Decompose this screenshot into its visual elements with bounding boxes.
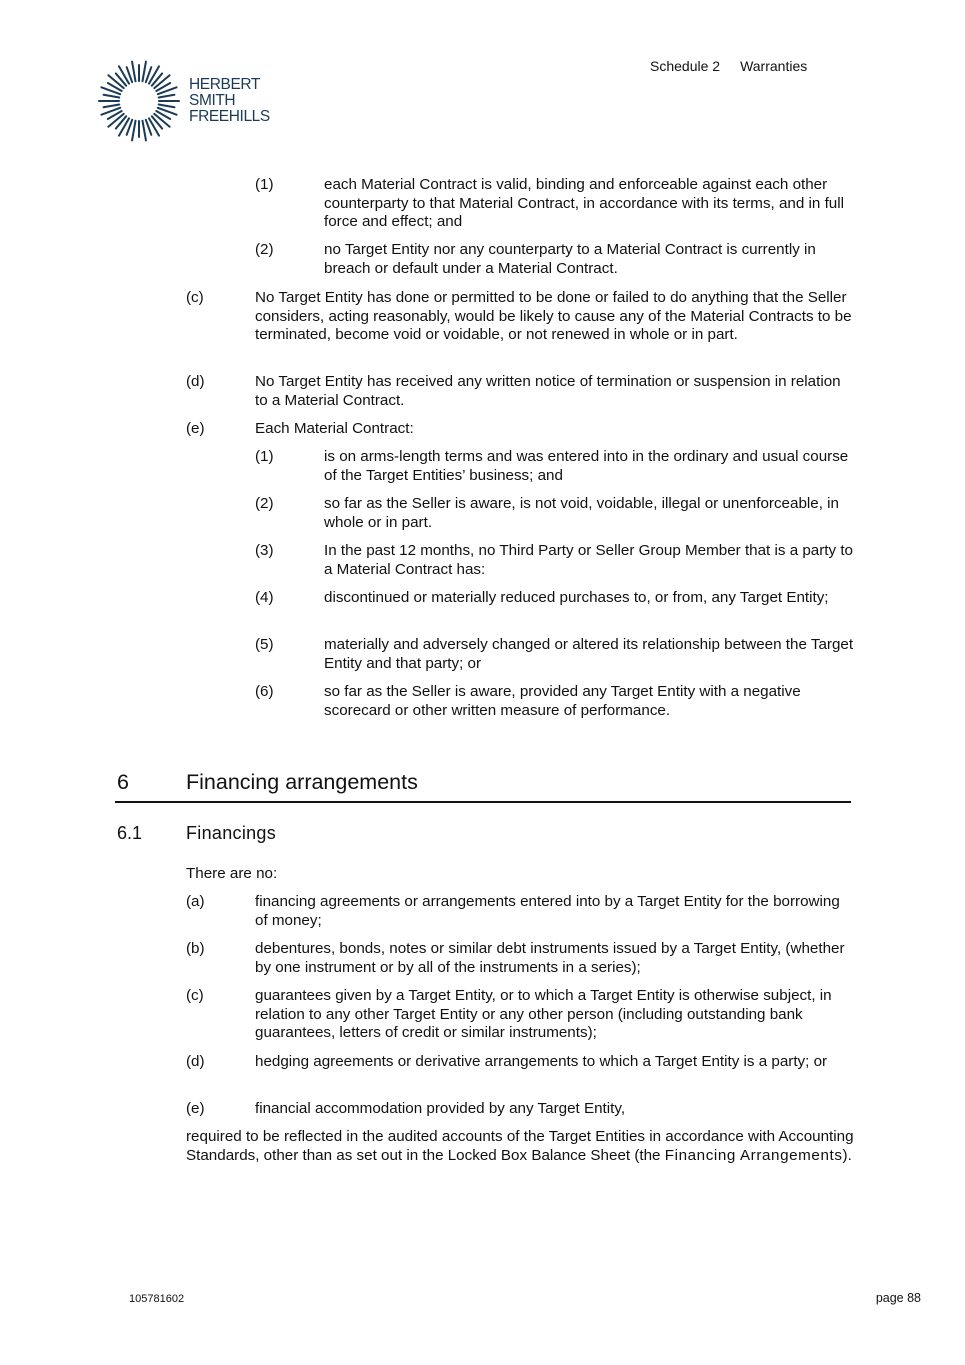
financing-item-number: (a) [186, 893, 205, 910]
financing-item-number: (b) [186, 940, 205, 957]
financing-item-text: financing agreements or arrangements entered into by a Target Entity for the borrowing of money; [255, 893, 840, 929]
clause-text: No Target Entity has done or permitted to be done or failed to do anything that the Seller considers, acting reasonably, would be likely to cause any of the Material Contracts to be terminated, become void or voidable, or not renewed in whole or in part. [255, 289, 852, 344]
logo-ray [159, 95, 175, 98]
financing-item-text: hedging agreements or derivative arrangements to which a Target Entity is a party; or [255, 1053, 828, 1070]
running-header [650, 58, 807, 74]
clause-text: Each Material Contract: [255, 420, 414, 437]
header-title: Warranties [740, 58, 808, 74]
logo-ray [108, 75, 123, 88]
clause-number: (6) [255, 683, 274, 700]
logo-ray [108, 114, 123, 127]
financing-item-text: financial accommodation provided by any Target Entity, [255, 1100, 626, 1117]
closing-paragraph [186, 1128, 854, 1165]
clause-number: (e) [186, 420, 205, 437]
logo-ray [132, 121, 135, 141]
subsection-title: Financings [186, 823, 277, 843]
closing-text: required to be reflected in the audited accounts of the Target Entities in accordance with Accounting Standards, other than as set out in the Locked Box Balance Sheet (the [186, 1128, 854, 1164]
closing-text-end: ). [842, 1146, 852, 1164]
clause-text: No Target Entity has received any written notice of termination or suspension in relation to a Material Contract. [255, 373, 841, 409]
clause-text: In the past 12 months, no Third Party or Seller Group Member that is a party to a Material Contract has: [324, 542, 854, 578]
page-number: page 88 [875, 1291, 921, 1305]
clause-number: (4) [255, 589, 274, 606]
clause-number: (3) [255, 542, 274, 559]
financing-item-number: (e) [186, 1100, 205, 1117]
clause-number: (5) [255, 636, 274, 653]
section-title: Financing arrangements [186, 770, 418, 794]
clause-number: (c) [186, 289, 204, 306]
header-schedule: Schedule 2 [650, 58, 721, 74]
logo-ray [104, 104, 120, 107]
section-heading [115, 768, 851, 803]
subsection-number: 6.1 [117, 823, 143, 843]
logo-ray [154, 114, 169, 127]
clause-number: (d) [186, 373, 205, 390]
clause-text: so far as the Seller is aware, is not void, voidable, illegal or unenforceable, in whole or in part. [324, 495, 839, 531]
clause-text: discontinued or materially reduced purchases to, or from, any Target Entity; [324, 589, 829, 606]
clause-number: (2) [255, 495, 274, 512]
clause-number: (2) [255, 241, 274, 258]
logo-ray [142, 121, 145, 141]
logo-ray [104, 95, 120, 98]
financing-item-text: debentures, bonds, notes or similar debt instruments issued by a Target Entity, (whether by one instrument or by all of the instruments in a series); [255, 940, 845, 976]
document-id: 105781602 [129, 1293, 185, 1305]
clause-text: so far as the Seller is aware, provided any Target Entity with a negative scorecard or other written measure of performance. [324, 683, 801, 719]
logo-line-1: HERBERT [189, 76, 260, 93]
clause-text: no Target Entity nor any counterparty to a Material Contract is currently in breach or default under a Material Contract. [324, 241, 816, 277]
logo-ray [154, 75, 169, 88]
clause-text: materially and adversely changed or altered its relationship between the Target Entity and that party; or [324, 636, 854, 672]
financing-item-text: guarantees given by a Target Entity, or to which a Target Entity is otherwise subject, in relation to any other Target Entity or any other person (including outstanding bank guarantees, letters of credit or similar instruments); [255, 987, 832, 1042]
financing-item-number: (d) [186, 1053, 205, 1070]
sunburst-logo-icon [97, 58, 181, 144]
section-number: 6 [117, 770, 129, 794]
herbert-smith-freehills-logo [97, 58, 287, 148]
logo-line-2: SMITH [189, 92, 236, 109]
clause-number: (1) [255, 176, 274, 193]
intro-text: There are no: [186, 865, 278, 882]
clause-text: is on arms-length terms and was entered into in the ordinary and usual course of the Target Entities’ business; and [324, 448, 849, 484]
logo-line-3: FREEHILLS [189, 108, 270, 125]
clause-number: (1) [255, 448, 274, 465]
defined-term: Financing Arrangements [664, 1146, 843, 1164]
logo-wordmark [189, 77, 270, 125]
clause-text: each Material Contract is valid, binding and enforceable against each other counterparty to that Material Contract, in accordance with its terms, and in full force and effect; and [324, 176, 844, 231]
logo-ray [142, 62, 145, 82]
financing-item-number: (c) [186, 987, 204, 1004]
logo-ray [159, 104, 175, 107]
logo-ray [132, 62, 135, 82]
